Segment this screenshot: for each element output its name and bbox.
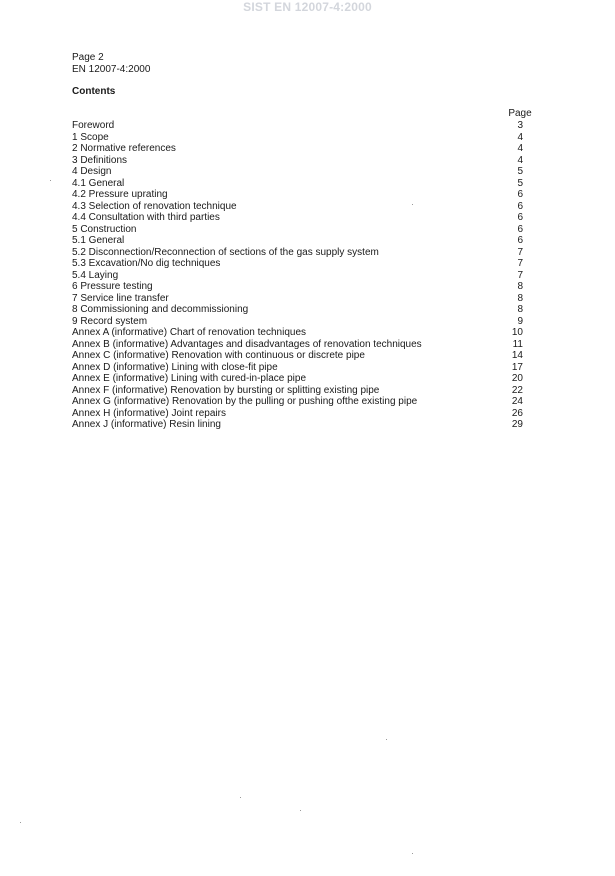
- toc-entry-page: 29: [511, 419, 523, 430]
- toc-entry-page: 14: [511, 350, 523, 361]
- toc-entry-title: Annex B (informative) Advantages and disadvantages of renovation techniques: [72, 338, 422, 350]
- toc-entry-title: 6 Pressure testing: [72, 281, 153, 292]
- scan-speck: [300, 810, 301, 811]
- toc-entry-title: Foreword: [72, 120, 115, 131]
- toc-entry-title: 2 Normative references: [72, 143, 176, 154]
- toc-entry-page: 22: [511, 384, 523, 396]
- toc-entry[interactable]: [72, 281, 523, 293]
- toc-entry-page: 20: [511, 373, 523, 384]
- toc-entry[interactable]: [72, 166, 523, 178]
- toc-entry-page: 8: [517, 304, 523, 315]
- page-header: [72, 52, 150, 76]
- toc-entry-page: 6: [517, 235, 523, 246]
- toc-entry-title: 5.4 Laying: [72, 269, 119, 281]
- toc-entry[interactable]: [72, 396, 523, 408]
- toc-entry-page: 4: [517, 143, 523, 154]
- page-column-label: Page: [508, 108, 532, 119]
- toc-entry[interactable]: [72, 385, 523, 397]
- toc-entry-page: 6: [517, 200, 523, 212]
- toc-entry[interactable]: [72, 132, 523, 144]
- toc-entry-title: 8 Commissioning and decommissioning: [72, 304, 249, 315]
- toc-entry-page: 11: [512, 338, 523, 350]
- toc-entry[interactable]: [72, 304, 523, 316]
- toc-entry-title: 4.2 Pressure uprating: [72, 189, 168, 200]
- toc-entry-title: Annex J (informative) Resin lining: [72, 419, 221, 430]
- toc-entry-title: Annex C (informative) Renovation with continuous or discrete pipe: [72, 350, 365, 361]
- toc-entry[interactable]: [72, 362, 523, 374]
- toc-entry-title: Annex E (informative) Lining with cured-in-place pipe: [72, 373, 307, 384]
- toc-entry-title: 5.3 Excavation/No dig techniques: [72, 258, 221, 269]
- document-id: EN 12007-4:2000: [72, 64, 151, 75]
- toc-entry-title: 4.1 General: [72, 177, 125, 189]
- toc-entry-title: Annex F (informative) Renovation by bursting or splitting existing pipe: [72, 384, 380, 396]
- toc-entry-title: Annex G (informative) Renovation by the pulling or pushing ofthe existing pipe: [72, 396, 418, 407]
- toc-entry[interactable]: [72, 155, 523, 167]
- contents-heading: Contents: [72, 86, 116, 97]
- page-number-label: Page 2: [72, 52, 104, 63]
- toc-entry-page: 7: [517, 269, 523, 281]
- toc-entry-title: 7 Service line transfer: [72, 292, 169, 304]
- toc-entry-title: 3 Definitions: [72, 154, 128, 166]
- toc-entry-page: 6: [517, 223, 523, 235]
- toc-entry-page: 7: [517, 258, 523, 269]
- toc-entry[interactable]: [72, 224, 523, 236]
- toc-entry-page: 26: [511, 407, 523, 419]
- toc-entry-title: 1 Scope: [72, 131, 109, 143]
- toc-entry-page: 17: [511, 361, 523, 373]
- scan-speck: [412, 204, 413, 205]
- toc-entry[interactable]: [72, 316, 523, 328]
- toc-entry[interactable]: [72, 350, 523, 362]
- toc-entry[interactable]: [72, 270, 523, 282]
- toc-entry[interactable]: [72, 120, 523, 132]
- toc-entry-page: 10: [511, 327, 523, 338]
- toc-entry[interactable]: [72, 327, 523, 339]
- toc-entry[interactable]: [72, 212, 523, 224]
- toc-entry-title: 5.1 General: [72, 235, 125, 246]
- toc-entry-page: 8: [517, 292, 523, 304]
- toc-entry-title: 5 Construction: [72, 223, 137, 235]
- toc-entry-title: 9 Record system: [72, 315, 148, 327]
- toc-entry-page: 7: [517, 246, 523, 258]
- toc-entry[interactable]: [72, 339, 523, 351]
- toc-entry[interactable]: [72, 235, 523, 247]
- toc-entry-page: 8: [517, 281, 523, 292]
- toc-entry-page: 4: [517, 131, 523, 143]
- toc-entry[interactable]: [72, 408, 523, 420]
- watermark: SIST EN 12007-4:2000: [243, 0, 372, 14]
- toc-entry-title: Annex A (informative) Chart of renovation techniques: [72, 327, 307, 338]
- toc-entry-title: Annex D (informative) Lining with close-fit pipe: [72, 361, 278, 373]
- scan-speck: [240, 797, 241, 798]
- toc-entry-title: 5.2 Disconnection/Reconnection of sections of the gas supply system: [72, 246, 379, 258]
- toc-entry-page: 5: [517, 177, 523, 189]
- toc-entry-page: 5: [517, 166, 523, 177]
- toc-entry[interactable]: [72, 247, 523, 259]
- toc-entry-page: 6: [517, 212, 523, 223]
- toc-entry-title: Annex H (informative) Joint repairs: [72, 407, 226, 419]
- table-of-contents: [72, 120, 523, 431]
- toc-entry[interactable]: [72, 419, 523, 431]
- toc-entry-title: 4.3 Selection of renovation technique: [72, 200, 237, 212]
- scan-speck: [20, 822, 21, 823]
- toc-entry[interactable]: [72, 258, 523, 270]
- toc-entry-page: 6: [517, 189, 523, 200]
- toc-entry-page: 4: [517, 154, 523, 166]
- toc-entry[interactable]: [72, 189, 523, 201]
- toc-entry-title: 4 Design: [72, 166, 112, 177]
- toc-entry-title: 4.4 Consultation with third parties: [72, 212, 220, 223]
- toc-entry[interactable]: [72, 293, 523, 305]
- scan-speck: [50, 180, 51, 181]
- toc-entry[interactable]: [72, 178, 523, 190]
- toc-entry[interactable]: [72, 143, 523, 155]
- toc-entry-page: 3: [517, 120, 523, 131]
- toc-entry[interactable]: [72, 373, 523, 385]
- toc-entry[interactable]: [72, 201, 523, 213]
- scan-speck: [412, 853, 413, 854]
- toc-entry-page: 9: [517, 315, 523, 327]
- scan-speck: [386, 739, 387, 740]
- toc-entry-page: 24: [511, 396, 523, 407]
